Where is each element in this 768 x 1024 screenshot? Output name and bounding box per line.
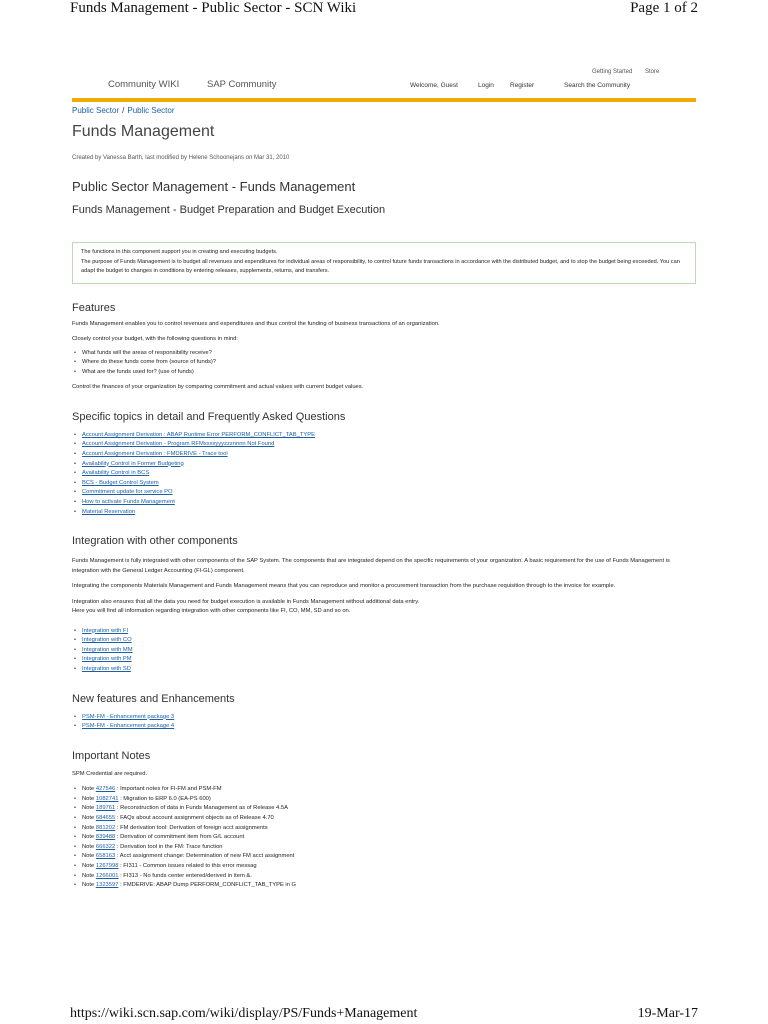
list-item: [82, 469, 696, 479]
register-link[interactable]: Register: [510, 82, 535, 89]
features-title: Features: [72, 301, 116, 314]
note-prefix: Note: [82, 843, 95, 850]
note-prefix: Note: [82, 834, 95, 841]
notes-paragraph-1: SPM Credential are required.: [72, 770, 148, 777]
note-number-link[interactable]: 1266001: [95, 872, 119, 879]
topics-title: Specific topics in detail and Frequently Asked Questions: [72, 410, 346, 423]
community-wiki-link[interactable]: Community WIKI: [108, 79, 180, 90]
list-item: [82, 852, 696, 862]
list-item: [82, 862, 696, 872]
integration-paragraph-3b: Here you will find all information regarding integration with other components like FI, CO, MM, SD and so on.: [72, 608, 351, 615]
integration-paragraph-3: [72, 598, 696, 617]
note-prefix: Note: [82, 863, 95, 870]
note-text: : Derivation of commitment item from G/L account: [116, 834, 245, 841]
integration-list: [72, 627, 696, 675]
list-item: [82, 665, 696, 675]
list-item: [82, 713, 696, 723]
list-item: [82, 655, 696, 665]
topic-link[interactable]: Availability Control in BCS: [82, 470, 150, 477]
note-prefix: Note: [82, 786, 95, 793]
note-number-link[interactable]: 839488: [95, 834, 116, 841]
top-navigation: [72, 64, 696, 98]
list-item: [82, 636, 696, 646]
topic-link[interactable]: Material Reservation: [82, 508, 136, 515]
list-item: [82, 450, 696, 460]
list-item: [82, 627, 696, 637]
print-footer-url: https://wiki.scn.sap.com/wiki/display/PS/Funds+Management: [70, 1006, 418, 1021]
breadcrumb: [72, 106, 696, 115]
note-number-link[interactable]: 658163: [95, 853, 116, 860]
note-prefix: Note: [82, 805, 95, 812]
notes-list: [72, 785, 696, 891]
list-item: [82, 722, 696, 732]
topic-link[interactable]: Availability Control in Former Budgeting: [82, 460, 184, 467]
sap-community-link[interactable]: SAP Community: [207, 79, 277, 90]
notes-title: Important Notes: [72, 749, 151, 762]
list-item: [82, 479, 696, 489]
topic-link[interactable]: How to activate Funds Management: [82, 498, 175, 505]
topics-list: [72, 431, 696, 517]
info-box: [72, 242, 696, 284]
note-number-link[interactable]: 1267998: [95, 863, 119, 870]
integration-link[interactable]: Integration with CO: [82, 637, 132, 644]
print-footer-date: 19-Mar-17: [637, 1006, 698, 1021]
login-link[interactable]: Login: [478, 82, 494, 89]
integration-paragraph-3a: Integration also ensures that all the data you need for budget execution is available in Funds Management without additional data entry.: [72, 598, 420, 605]
list-item: • What are the funds used for? (use of funds): [82, 368, 696, 378]
list-item: [82, 488, 696, 498]
list-item: [82, 785, 696, 795]
note-text: : Migration to ERP 6.0 (EA-PS 600): [120, 795, 211, 802]
topic-link[interactable]: Account Assignment Derivation : ABAP Runtime Error PERFORM_CONFLICT_TAB_TYPE: [82, 431, 316, 438]
integration-paragraph-1: Funds Management is fully integrated with other components of the SAP System. The components that are integrated depend on the specific requirements of your organization. A basic requirement for the use of Funds Management is integration with the General Ledger Accounting (FI-GL) component.: [72, 558, 670, 574]
note-prefix: Note: [82, 815, 95, 822]
list-item: [82, 833, 696, 843]
page-metadata: Created by Vanessa Barth, last modified by Helene Schoonejans on Mar 31, 2010: [72, 155, 290, 161]
integration-paragraph-2: Integrating the components Materials Management and Funds Management means that you can reproduce and monitor a procurement transaction from the purchase requisition through to the invoice for example.: [72, 583, 616, 590]
note-number-link[interactable]: 684655: [95, 815, 116, 822]
enhancement-link[interactable]: PSM-FM - Enhancement package 3: [82, 713, 175, 720]
integration-title: Integration with other components: [72, 535, 238, 548]
integration-link[interactable]: Integration with MM: [82, 646, 133, 653]
note-number-link[interactable]: 189761: [95, 805, 116, 812]
breadcrumb-separator: /: [122, 106, 125, 115]
note-text: : FAQs about account assignment objects as of Release 4.70: [116, 815, 274, 822]
list-item: [82, 460, 696, 470]
print-header-title: Funds Management - Public Sector - SCN Wiki: [70, 0, 357, 16]
breadcrumb-item-public-sector[interactable]: Public Sector: [72, 106, 120, 115]
new-features-list: [72, 713, 696, 732]
info-box-line-2: The purpose of Funds Management is to budget all revenues and expenditures for individual areas of responsibility, to control future funds transactions in accordance with the distributed budget, and to stop the budget being exceeded. You can adapt the budget to changes in conditions by entering releases, supplements, returns, and transfers.: [81, 258, 680, 274]
info-box-line-1: The functions in this component support you in creating and executing budgets.: [81, 249, 278, 255]
list-item: [82, 824, 696, 834]
list-item: • What funds will the areas of responsibility receive?: [82, 349, 696, 359]
note-text: : FMDERIVE: ABAP Dump PERFORM_CONFLICT_TAB_TYPE in G: [120, 882, 297, 889]
welcome-text: Welcome, Guest: [410, 82, 458, 89]
page-title: Funds Management: [72, 123, 215, 140]
getting-started-link[interactable]: Getting Started: [592, 69, 633, 75]
note-prefix: Note: [82, 853, 95, 860]
note-text: : FI313 - No funds center entered/derived in item &.: [120, 872, 252, 879]
sub-heading: Funds Management - Budget Preparation and Budget Execution: [72, 204, 386, 216]
topic-link[interactable]: Account Assignment Derivation - Program RFMxxxxyyyzzznnnn Not Found: [82, 441, 275, 448]
topic-link[interactable]: Account Assignment Derivation : FMDERIVE - Trace tool: [82, 450, 228, 457]
note-text: : FM derivation tool: Derivation of foreign acct assignments: [116, 824, 268, 831]
wiki-page: [72, 64, 696, 891]
list-item: [82, 508, 696, 518]
features-paragraph-2: Closely control your budget, with the following questions in mind:: [72, 336, 238, 342]
search-community-link[interactable]: Search the Community: [564, 82, 631, 89]
note-prefix: Note: [82, 882, 95, 889]
features-paragraph-3: Control the finances of your organization by comparing commitment and actual values with current budget values.: [72, 384, 364, 391]
list-item: [82, 881, 696, 891]
note-text: : FI311 - Common issues related to this error messag: [120, 863, 257, 870]
header-accent-bar: [72, 98, 696, 102]
list-item: • Where do these funds come from (source of funds)?: [82, 358, 696, 368]
breadcrumb-item-public-sector-2[interactable]: Public Sector: [127, 106, 175, 115]
store-link[interactable]: Store: [645, 69, 660, 75]
list-item: [82, 498, 696, 508]
list-item: [82, 872, 696, 882]
enhancement-link[interactable]: PSM-FM - Enhancement package 4: [82, 723, 175, 730]
list-item: [82, 804, 696, 814]
note-number-link[interactable]: 427546: [95, 786, 116, 793]
integration-link[interactable]: Integration with SD: [82, 666, 131, 672]
topic-link[interactable]: BCS - Budget Control System: [82, 479, 159, 486]
new-features-title: New features and Enhancements: [72, 692, 235, 705]
note-text: : Acct assignment change: Determination of new FM acct assignment: [116, 853, 295, 860]
features-paragraph-1: Funds Management enables you to control revenues and expenditures and thus control the funding of business transactions of an organization.: [72, 320, 440, 327]
main-heading: Public Sector Management - Funds Management: [72, 179, 356, 194]
topic-link[interactable]: Commitment update for service PO: [82, 489, 173, 496]
note-text: : Important notes for FI-FM and PSM-FM: [116, 786, 222, 793]
integration-link[interactable]: Integration with PM: [82, 656, 132, 663]
note-number-link[interactable]: 666322: [95, 843, 116, 850]
print-header-page: Page 1 of 2: [630, 0, 698, 16]
list-item: [82, 646, 696, 656]
integration-link[interactable]: Integration with FI: [82, 627, 129, 634]
list-item: [82, 814, 696, 824]
note-text: : Derivation tool in the FM: Trace function: [116, 843, 223, 850]
list-item: [82, 795, 696, 805]
note-prefix: Note: [82, 824, 95, 831]
note-prefix: Note: [82, 795, 95, 802]
list-item: [82, 440, 696, 450]
print-footer: [70, 1006, 698, 1024]
note-prefix: Note: [82, 872, 95, 879]
note-text: : Reconstruction of data in Funds Management as of Release 4.5A: [116, 805, 288, 812]
list-item: [82, 431, 696, 441]
print-header: [70, 0, 698, 22]
note-number-link[interactable]: 881202: [95, 824, 116, 831]
features-list: [72, 349, 696, 378]
list-item: [82, 843, 696, 853]
note-number-link[interactable]: 1323597: [95, 882, 119, 889]
note-number-link[interactable]: 1082741: [95, 795, 119, 802]
